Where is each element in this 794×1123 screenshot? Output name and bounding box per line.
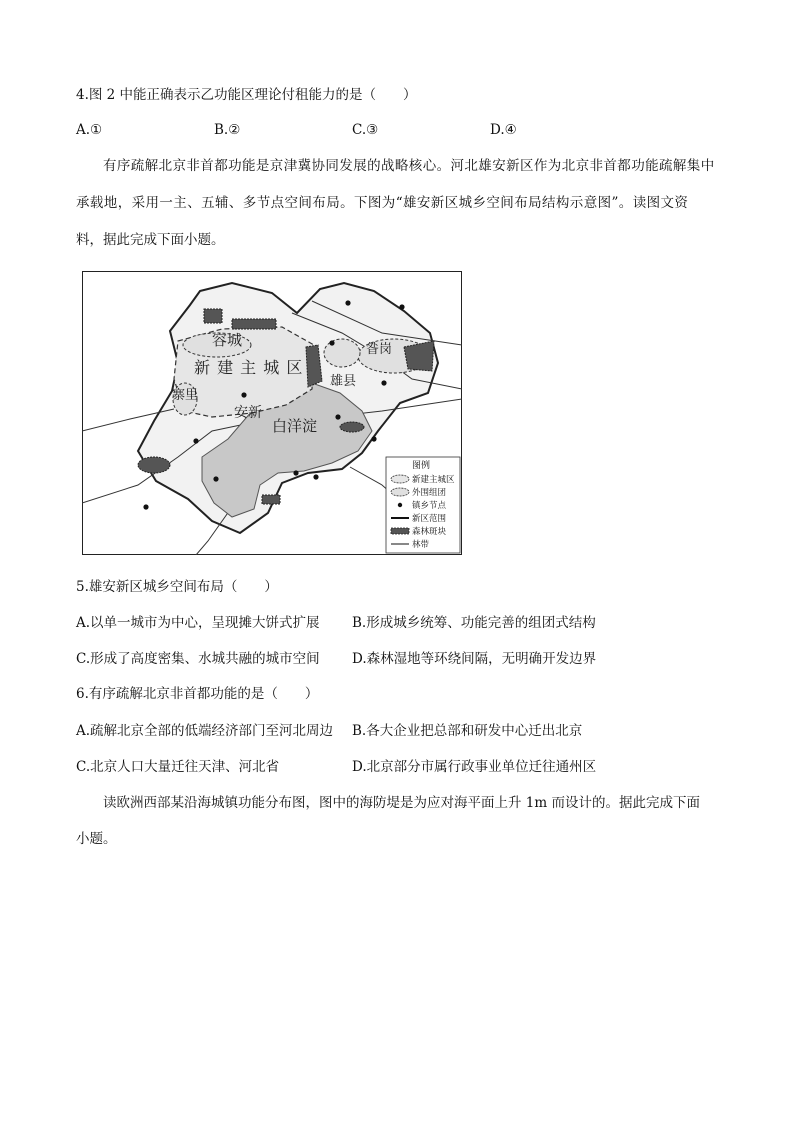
- legend-item-outer-group: 外围组团: [412, 488, 447, 498]
- legend-item-town-node: 镇乡节点: [412, 501, 447, 511]
- legend-title: 图例: [412, 461, 431, 471]
- passage1-line2: 承载地，采用一主、五辅、多节点空间布局。下图为“雄安新区城乡空间布局结构示意图”。读图文资: [76, 195, 689, 211]
- q6-option-d: D.北京部分市属行政事业单位迁往通州区: [352, 759, 597, 775]
- label-rongcheng: 容城: [212, 331, 243, 349]
- legend-item-forest-belt: 林带: [412, 540, 430, 550]
- q5-option-c: C.形成了高度密集、水城共融的城市空间: [76, 651, 320, 667]
- q6-option-b: B.各大企业把总部和研发中心迁出北京: [352, 723, 583, 739]
- legend-item-main-district: 新建主城区: [412, 475, 455, 485]
- q4-stem: 4.图 2 中能正确表示乙功能区理论付租能力的是（ ）: [76, 87, 417, 103]
- q6-option-a: A.疏解北京全部的低端经济部门至河北周边: [76, 723, 334, 739]
- q4-option-b: B.②: [214, 122, 241, 138]
- passage1-line3: 料，据此完成下面小题。: [76, 232, 225, 248]
- q5-option-d: D.森林湿地等环绕间隔，无明确开发边界: [352, 651, 597, 667]
- label-main-district: 新 建 主 城 区: [194, 358, 304, 377]
- q6-option-c: C.北京人口大量迁往天津、河北省: [76, 759, 280, 775]
- q4-option-a: A.①: [76, 122, 103, 138]
- label-zhaili: 寨里: [172, 388, 199, 403]
- label-xiongxian: 雄县: [330, 374, 357, 389]
- q5-option-b: B.形成城乡统筹、功能完善的组团式结构: [352, 615, 596, 631]
- q5-stem: 5.雄安新区城乡空间布局（ ）: [76, 579, 278, 595]
- q4-option-d: D.④: [490, 122, 517, 138]
- legend-item-forest-patch: 森林斑块: [412, 527, 447, 537]
- passage2-line2: 小题。: [76, 831, 117, 847]
- label-anxin: 安新: [234, 405, 262, 421]
- legend-item-district-boundary: 新区范围: [412, 514, 447, 524]
- xiongan-layout-map: [82, 271, 462, 555]
- q4-option-c: C.③: [352, 122, 379, 138]
- label-zangang: 昝岗: [366, 342, 393, 357]
- map-legend: [386, 457, 460, 553]
- q6-stem: 6.有序疏解北京非首都功能的是（ ）: [76, 686, 319, 702]
- passage2-line1: 读欧洲西部某沿海城镇功能分布图，图中的海防堤是为应对海平面上升 1m 而设计的。据此完成下面: [103, 795, 700, 811]
- q5-option-a: A.以单一城市为中心，呈现摊大饼式扩展: [76, 615, 320, 631]
- label-baiyangdian: 白洋淀: [272, 417, 318, 435]
- passage1-line1: 有序疏解北京非首都功能是京津冀协同发展的战略核心。河北雄安新区作为北京非首都功能疏解集中: [103, 158, 715, 174]
